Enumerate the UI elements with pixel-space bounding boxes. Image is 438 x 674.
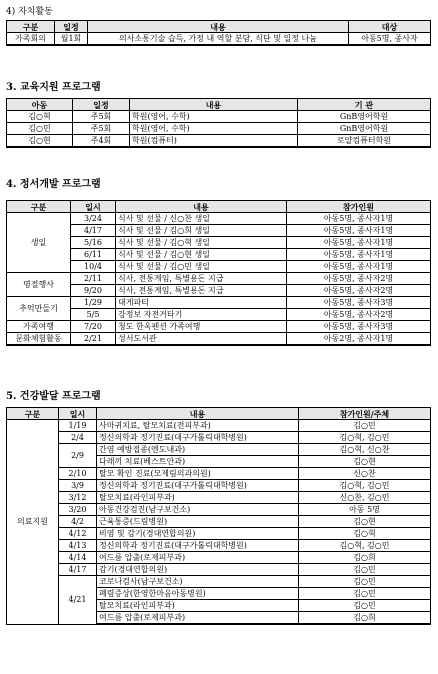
table-row — [7, 552, 431, 564]
table-row — [7, 297, 431, 309]
column-header: 대상 — [349, 21, 431, 33]
column-header: 기 관 — [298, 99, 431, 111]
column-header: 내용 — [130, 99, 298, 111]
column-header: 아동 — [7, 99, 73, 111]
table-row — [7, 444, 431, 456]
table-row — [7, 540, 431, 552]
table-cell: 아동5명, 종사자2명 — [287, 309, 431, 321]
table-cell: 아동5명, 종사자3명 — [287, 297, 431, 309]
date-cell: 1/19 — [59, 420, 97, 432]
date-cell: 3/9 — [59, 480, 97, 492]
group-label: 가족여행 — [7, 321, 71, 333]
date-cell: 2/4 — [59, 432, 97, 444]
table-cell: 정신의학과 정기진료(대구가톨릭대학병원) — [97, 540, 299, 552]
table-cell: 식사 및 선물 / 김○희 생일 — [116, 225, 287, 237]
table-cell: 1/29 — [71, 297, 116, 309]
table-row — [7, 564, 431, 576]
table-row — [7, 420, 431, 432]
table-cell: 2/11 — [71, 273, 116, 285]
table-cell: 아동5명, 종사자1명 — [287, 249, 431, 261]
table-cell: 3/24 — [71, 213, 116, 225]
table-cell: 간염 예방접종(엔도내과) — [97, 444, 299, 456]
table-cell: 김○민 — [299, 588, 431, 600]
table-cell: 청도 한옥펜션 가족여행 — [116, 321, 287, 333]
table-cell: 코로나검사(남구보건소) — [97, 576, 299, 588]
table-row — [7, 261, 431, 273]
table-cell: 5/5 — [71, 309, 116, 321]
column-header: 구분 — [7, 408, 59, 420]
table-cell: 9/20 — [71, 285, 116, 297]
column-header: 참가인원 — [287, 201, 431, 213]
emotion-table — [6, 200, 431, 346]
table-cell: 김○혁 — [299, 528, 431, 540]
section-4-emotion-title: 4. 정서개발 프로그램 — [6, 179, 101, 190]
table-cell: 학원(영어, 수학) — [130, 123, 298, 135]
table-row — [7, 111, 431, 123]
table-cell: 탈모 확인 진료(모제림의과의원) — [97, 468, 299, 480]
table-cell: 여드름 압출(로제피부과) — [97, 612, 299, 625]
table-row — [7, 33, 431, 46]
table-cell: 신○찬 — [299, 468, 431, 480]
table-cell: 김○민 — [7, 123, 73, 135]
table-cell: 김○혁, 신○찬 — [299, 444, 431, 456]
table-row — [7, 273, 431, 285]
table-row — [7, 213, 431, 225]
table-cell: 탈모치료(라인피부과) — [97, 492, 299, 504]
table-cell: 식사 및 선물 / 김○혁 생일 — [116, 237, 287, 249]
table-cell: 식사 및 선물 / 신○찬 생일 — [116, 213, 287, 225]
group-label: 명절행사 — [7, 273, 71, 297]
table-cell: 아동5명, 종사자3명 — [287, 321, 431, 333]
date-cell: 4/13 — [59, 540, 97, 552]
table-row — [7, 432, 431, 444]
group-label: 의료지원 — [7, 420, 59, 625]
table-cell: 10/4 — [71, 261, 116, 273]
table-row — [7, 333, 431, 346]
table-cell: 성서도서관 — [116, 333, 287, 346]
table-cell: 아동건강검진(남구보건소) — [97, 504, 299, 516]
table-cell: 대게파티 — [116, 297, 287, 309]
table-cell: 사마귀치료, 탈모치료(전피부과) — [97, 420, 299, 432]
table-cell: 아동5명, 종사자1명 — [287, 213, 431, 225]
section-3-education-title: 3. 교육지원 프로그램 — [6, 82, 101, 93]
table-row — [7, 492, 431, 504]
table-cell: 아동5명, 종사자1명 — [287, 261, 431, 273]
table-cell: 아동5명, 종사자 — [349, 33, 431, 46]
date-cell: 3/12 — [59, 492, 97, 504]
column-header: 구분 — [7, 21, 55, 33]
table-cell: 정신의학과 정기진료(대구가톨릭대학병원) — [97, 432, 299, 444]
self-activity-table — [6, 20, 431, 46]
table-cell: 근육통증(드림병원) — [97, 516, 299, 528]
table-row — [7, 480, 431, 492]
table-cell: 신○찬, 김○민 — [299, 492, 431, 504]
date-cell: 4/17 — [59, 564, 97, 576]
header-row — [7, 21, 431, 33]
table-cell: 김○현 — [299, 456, 431, 468]
date-cell: 4/12 — [59, 528, 97, 540]
table-cell: 월1회 — [55, 33, 88, 46]
table-cell: 탈모치료(라인피부과) — [97, 600, 299, 612]
table-cell: 주4회 — [73, 135, 130, 148]
table-cell: 아동5명, 종사자1명 — [287, 237, 431, 249]
table-cell: 김○희 — [299, 612, 431, 625]
table-row — [7, 285, 431, 297]
table-cell: 김○혁, 김○민 — [299, 480, 431, 492]
column-header: 일시 — [59, 408, 97, 420]
column-header: 내용 — [116, 201, 287, 213]
header-row — [7, 408, 431, 420]
table-row — [7, 468, 431, 480]
table-cell: 아동2명, 종사자1명 — [287, 333, 431, 346]
table-cell: 김○혁, 김○민 — [299, 432, 431, 444]
table-cell: GnB영어학원 — [298, 123, 431, 135]
date-cell: 4/14 — [59, 552, 97, 564]
table-row — [7, 576, 431, 588]
table-row — [7, 516, 431, 528]
table-cell: 다래끼 치료(베스트안과) — [97, 456, 299, 468]
table-cell: 아동 5명 — [299, 504, 431, 516]
table-cell: 주5회 — [73, 111, 130, 123]
header-row — [7, 99, 431, 111]
group-label: 추억만들기 — [7, 297, 71, 321]
table-cell: 아동5명, 종사자2명 — [287, 285, 431, 297]
table-cell: 강정보 자전거타기 — [116, 309, 287, 321]
table-cell: 식사, 전통게임, 특별용돈 지급 — [116, 273, 287, 285]
table-cell: 식사 및 선물 / 김○민 생일 — [116, 261, 287, 273]
column-header: 일정 — [73, 99, 130, 111]
table-cell: 식사, 전통게임, 특별용돈 지급 — [116, 285, 287, 297]
table-cell: 김○혁 — [7, 111, 73, 123]
table-cell: 정신의학과 정기진료(대구가톨릭대학병원) — [97, 480, 299, 492]
table-cell: 김○민 — [299, 564, 431, 576]
table-row — [7, 135, 431, 148]
group-label: 생일 — [7, 213, 71, 273]
table-cell: 아동5명, 종사자1명 — [287, 225, 431, 237]
column-header: 구분 — [7, 201, 71, 213]
table-row — [7, 249, 431, 261]
column-header: 일정 — [55, 21, 88, 33]
table-row — [7, 309, 431, 321]
column-header: 참가인원/주체 — [299, 408, 431, 420]
table-row — [7, 225, 431, 237]
section-5-health-title: 5. 건강발달 프로그램 — [6, 391, 101, 402]
table-cell: 김○희 — [299, 552, 431, 564]
table-cell: 폐렴증상(한영한마음아동병원) — [97, 588, 299, 600]
health-table — [6, 407, 431, 625]
table-cell: 학원(컴퓨터) — [130, 135, 298, 148]
table-cell: 학원(영어, 수학) — [130, 111, 298, 123]
date-cell: 3/20 — [59, 504, 97, 516]
table-cell: 김○혁, 김○민 — [299, 540, 431, 552]
table-cell: 감기(경대연합의원) — [97, 564, 299, 576]
table-cell: 의사소통기술 습득, 가정 내 역할 분담, 식단 및 일정 나눔 — [88, 33, 349, 46]
table-cell: 4/17 — [71, 225, 116, 237]
table-cell: GnB영어학원 — [298, 111, 431, 123]
table-cell: 김○민 — [299, 600, 431, 612]
date-cell: 2/10 — [59, 468, 97, 480]
table-cell: 2/21 — [71, 333, 116, 346]
column-header: 일시 — [71, 201, 116, 213]
table-cell: 주5회 — [73, 123, 130, 135]
table-row — [7, 237, 431, 249]
table-cell: 여드름 압출(로제피부과) — [97, 552, 299, 564]
column-header: 내용 — [88, 21, 349, 33]
group-label: 문화체험활동 — [7, 333, 71, 346]
date-cell: 4/2 — [59, 516, 97, 528]
table-row — [7, 528, 431, 540]
table-cell: 김○민 — [299, 420, 431, 432]
column-header: 내용 — [97, 408, 299, 420]
date-cell: 2/9 — [59, 444, 97, 468]
table-cell: 로얄컴퓨터학원 — [298, 135, 431, 148]
table-cell: 김○민 — [299, 576, 431, 588]
header-row — [7, 201, 431, 213]
table-cell: 가족회의 — [7, 33, 55, 46]
table-cell: 식사 및 선물 / 김○현 생일 — [116, 249, 287, 261]
table-cell: 6/11 — [71, 249, 116, 261]
table-row — [7, 321, 431, 333]
table-cell: 비염 및 감기(경대연합의원) — [97, 528, 299, 540]
table-cell: 5/16 — [71, 237, 116, 249]
section-4-self-activity-title: 4) 자치활동 — [6, 7, 53, 17]
table-cell: 김○현 — [7, 135, 73, 148]
education-table — [6, 98, 431, 148]
table-cell: 김○현 — [299, 516, 431, 528]
table-cell: 7/20 — [71, 321, 116, 333]
table-cell: 아동5명, 종사자2명 — [287, 273, 431, 285]
table-row — [7, 504, 431, 516]
date-cell: 4/21 — [59, 576, 97, 625]
table-row — [7, 123, 431, 135]
